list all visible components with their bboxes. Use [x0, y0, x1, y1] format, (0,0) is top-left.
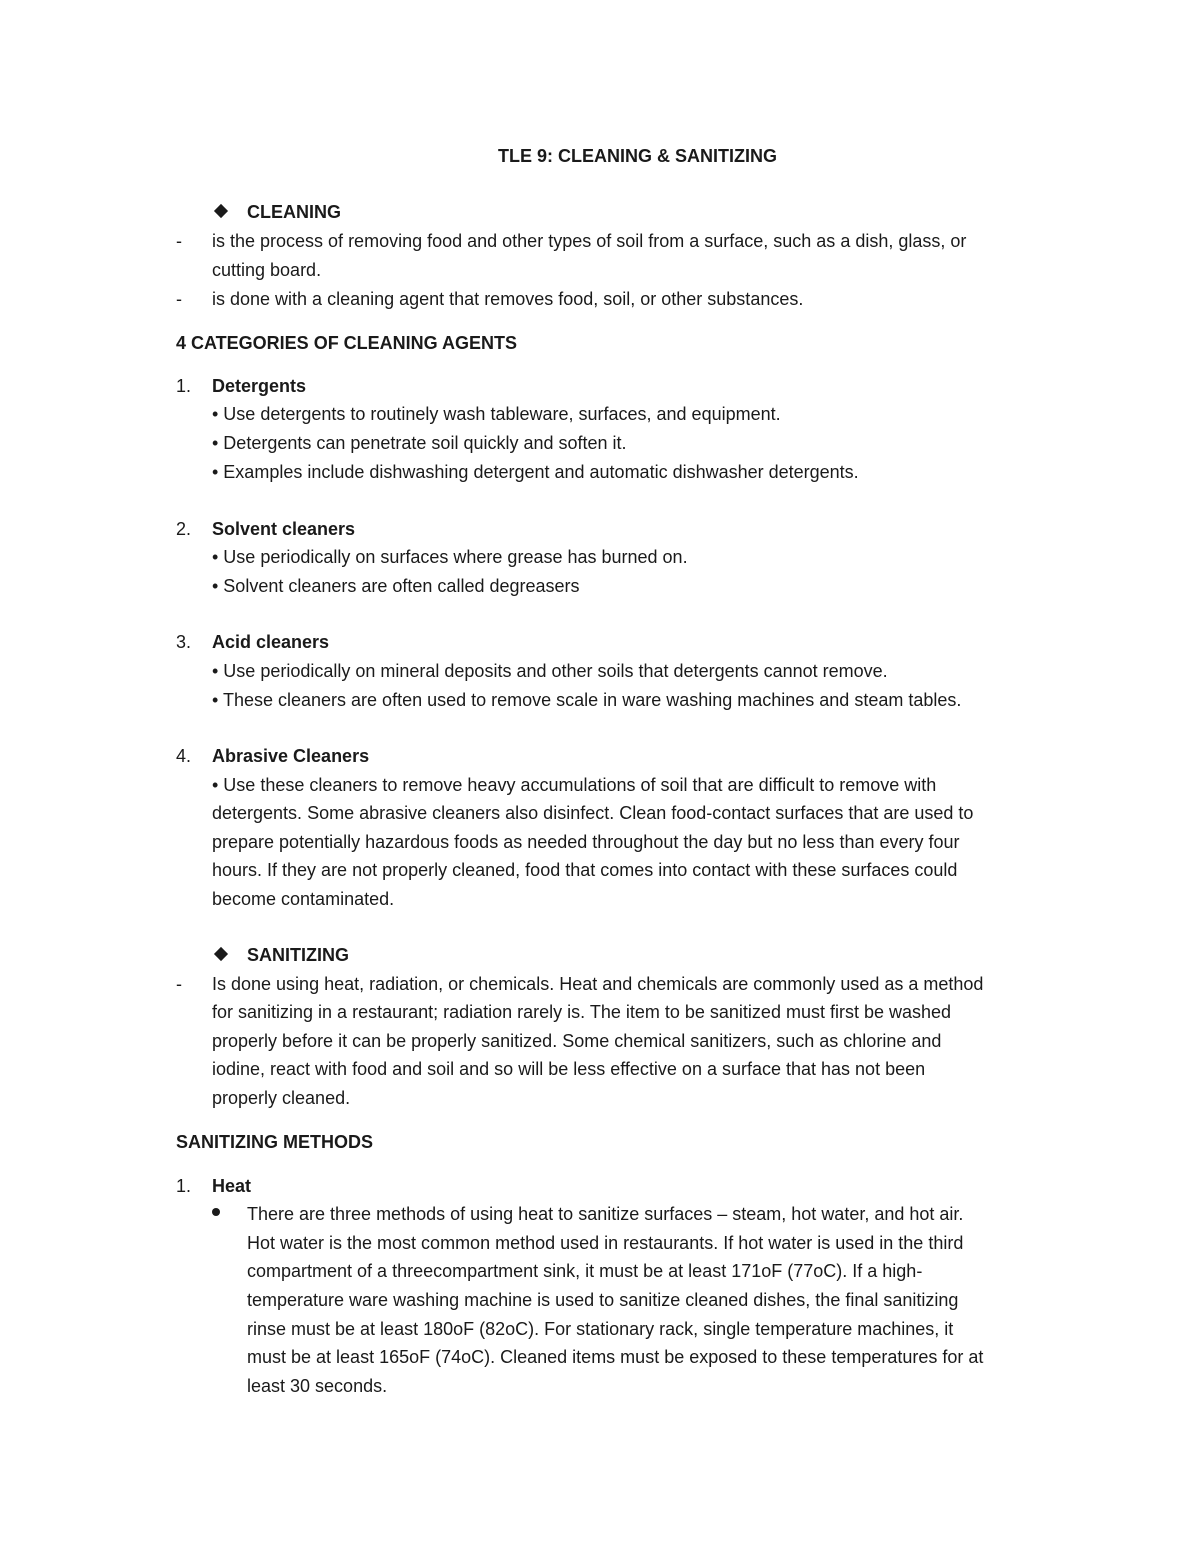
- list-number: 1.: [176, 376, 192, 396]
- method-text: temperature ware washing machine is used to sanitize cleaned dishes, the final sanitizing: [247, 1290, 959, 1310]
- categories-heading: 4 CATEGORIES OF CLEANING AGENTS: [176, 333, 518, 353]
- cleaning-definition-1: is the process of removing food and other types of soil from a surface, such as a dish, glass, or: [212, 231, 967, 251]
- method-text: There are three methods of using heat to sanitize surfaces – steam, hot water, and hot air.: [247, 1204, 964, 1224]
- list-item: • Detergents can penetrate soil quickly and soften it.: [212, 433, 627, 453]
- category-acid-title: Acid cleaners: [212, 632, 330, 652]
- sanitizing-text: for sanitizing in a restaurant; radiation rarely is. The item to be sanitized must first be washed: [212, 1002, 952, 1022]
- cleaning-heading: CLEANING: [247, 202, 341, 222]
- cleaning-definition-1-cont: cutting board.: [212, 260, 322, 280]
- method-text: rinse must be at least 180oF (82oC). For stationary rack, single temperature machines, it: [247, 1319, 954, 1339]
- dash-bullet: -: [176, 974, 182, 994]
- list-item: • Examples include dishwashing detergent and automatic dishwasher detergents.: [212, 462, 859, 482]
- diamond-bullet-icon: [214, 947, 228, 961]
- list-item: prepare potentially hazardous foods as needed throughout the day but no less than every four: [212, 832, 960, 852]
- diamond-bullet-icon: [214, 204, 228, 218]
- method-text: least 30 seconds.: [247, 1376, 388, 1396]
- page-title: TLE 9: CLEANING & SANITIZING: [498, 146, 777, 166]
- method-heat-title: Heat: [212, 1176, 252, 1196]
- method-text: compartment of a threecompartment sink, it must be at least 171oF (77oC). If a high-: [247, 1261, 923, 1281]
- category-solvent-title: Solvent cleaners: [212, 519, 356, 539]
- sanitizing-heading: SANITIZING: [247, 945, 349, 965]
- dash-bullet: -: [176, 231, 182, 251]
- list-item: become contaminated.: [212, 889, 395, 909]
- bullet-dot-icon: [212, 1208, 220, 1216]
- list-item: • Solvent cleaners are often called degreasers: [212, 576, 580, 596]
- category-abrasive-title: Abrasive Cleaners: [212, 746, 370, 766]
- list-item: hours. If they are not properly cleaned, food that comes into contact with these surfaces could: [212, 860, 958, 880]
- list-number: 1.: [176, 1176, 192, 1196]
- list-number: 3.: [176, 632, 192, 652]
- sanitizing-text: Is done using heat, radiation, or chemicals. Heat and chemicals are commonly used as a method: [212, 974, 984, 994]
- list-number: 4.: [176, 746, 192, 766]
- method-text: Hot water is the most common method used in restaurants. If hot water is used in the third: [247, 1233, 964, 1253]
- category-detergents-title: Detergents: [212, 376, 307, 396]
- list-item: • These cleaners are often used to remove scale in ware washing machines and steam tables.: [212, 690, 962, 710]
- sanitizing-text: properly before it can be properly sanitized. Some chemical sanitizers, such as chlorine and: [212, 1031, 942, 1051]
- list-item: detergents. Some abrasive cleaners also disinfect. Clean food-contact surfaces that are used to: [212, 803, 974, 823]
- cleaning-definition-2: is done with a cleaning agent that removes food, soil, or other substances.: [212, 289, 804, 309]
- method-text: must be at least 165oF (74oC). Cleaned items must be exposed to these temperatures for at: [247, 1347, 984, 1367]
- dash-bullet: -: [176, 289, 182, 309]
- sanitizing-text: iodine, react with food and soil and so will be less effective on a surface that has not been: [212, 1059, 926, 1079]
- list-item: • Use periodically on mineral deposits and other soils that detergents cannot remove.: [212, 661, 888, 681]
- list-number: 2.: [176, 519, 192, 539]
- list-item: • Use detergents to routinely wash tableware, surfaces, and equipment.: [212, 404, 781, 424]
- list-item: • Use periodically on surfaces where grease has burned on.: [212, 547, 688, 567]
- methods-heading: SANITIZING METHODS: [176, 1132, 373, 1152]
- list-item: • Use these cleaners to remove heavy accumulations of soil that are difficult to remove with: [212, 775, 937, 795]
- sanitizing-text: properly cleaned.: [212, 1088, 351, 1108]
